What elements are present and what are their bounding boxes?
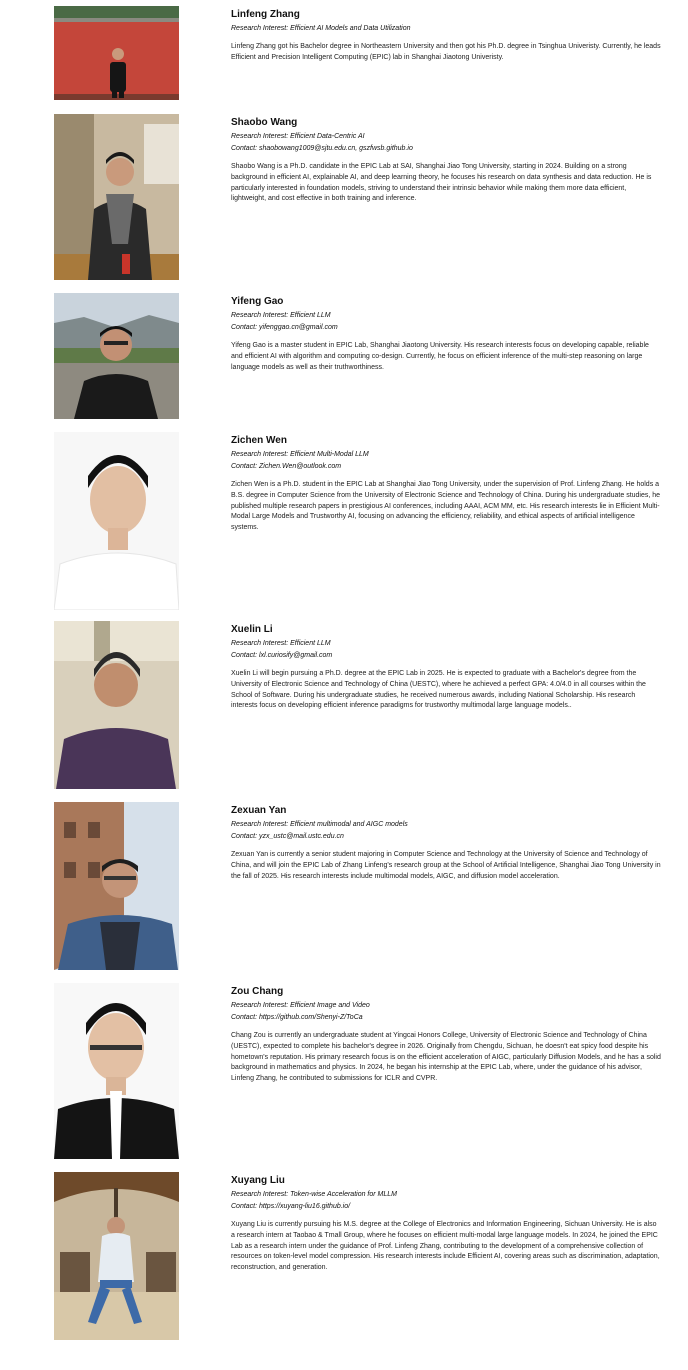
member-contact: Contact: lxl.curiosify@gmail.com <box>231 652 333 659</box>
member-bio: Xuyang Liu is currently pursuing his M.S. degree at the College of Electronics and Information Engineering, Sichuan University. He is also a research intern at Taobao & Tmall Group, where he focuses on efficient multi-modal large language models. In 2024, he joined the EPIC Lab as a research intern under the guidance of Prof. Linfeng Zhang, contributing to the development of a comprehensive collection of resources on token-level model compression. His research interests include Efficient AI, covering areas such as discrimination, adaptation, reconstruction, and generation. <box>231 1221 660 1272</box>
member-info <box>231 1174 661 1274</box>
member-name: Shaobo Wang <box>231 117 298 128</box>
member-bio: Linfeng Zhang got his Bachelor degree in Northeastern University and then got his Ph.D. degree in Tsinghua Univeristy. Currently, he leads Efficient and Precision Intelligent Computing (EPIC) lab in Shanghai Jiaotong Univeristy. <box>231 43 661 61</box>
member-photo <box>54 293 179 419</box>
member-bio: Zichen Wen is a Ph.D. student in the EPIC Lab at Shanghai Jiao Tong University, under the supervision of Prof. Linfeng Zhang. He holds a B.S. degree in Computer Science from the University of Electronic Science and Technology of China. During his undergraduate studies, he published multiple research papers in prestigious AI conferences, including AAAI, ACM MM, etc. His research interests lie in Efficient Multi-Modal Large Models and Trustworthy AI, focusing on advancing the efficiency, reliability, and ethical aspects of artificial intelligence systems. <box>231 481 661 532</box>
member-photo <box>54 432 179 610</box>
member-contact: Contact: yzx_ustc@mail.ustc.edu.cn <box>231 833 344 840</box>
member-card <box>0 293 688 419</box>
member-photo <box>54 983 179 1159</box>
member-name: Xuyang Liu <box>231 1175 285 1186</box>
member-name: Zichen Wen <box>231 435 287 446</box>
member-photo <box>54 802 179 970</box>
member-contact: Contact: shaobowang1009@sjtu.edu.cn, gszfwsb.github.io <box>231 145 413 152</box>
member-photo <box>54 114 179 280</box>
member-info <box>231 116 661 205</box>
member-photo <box>54 621 179 789</box>
member-photo <box>54 1172 179 1340</box>
member-contact: Contact: yifenggao.cn@gmail.com <box>231 324 338 331</box>
member-card <box>0 1172 688 1340</box>
member-name: Zexuan Yan <box>231 805 287 816</box>
member-card <box>0 802 688 970</box>
member-name: Yifeng Gao <box>231 296 284 307</box>
member-info <box>231 804 661 882</box>
member-interest: Research Interest: Token-wise Acceleration for MLLM <box>231 1191 397 1198</box>
member-card <box>0 621 688 789</box>
member-interest: Research Interest: Efficient LLM <box>231 640 331 647</box>
member-interest: Research Interest: Efficient Image and Video <box>231 1002 370 1009</box>
member-card <box>0 6 688 102</box>
member-interest: Research Interest: Efficient LLM <box>231 312 331 319</box>
member-interest: Research Interest: Efficient Data-Centric AI <box>231 133 365 140</box>
member-info <box>231 985 661 1085</box>
member-interest: Research Interest: Efficient Multi-Modal LLM <box>231 451 369 458</box>
member-info <box>231 8 661 64</box>
member-photo <box>54 6 179 100</box>
member-bio: Yifeng Gao is a master student in EPIC Lab, Shanghai Jiaotong University. His research interests focus on developing capable, reliable and efficient AI with algorithm and computing co-design. Currently, he focus on efficient inference of the multi-step reasoning on large language models as well as their truthworthiness. <box>231 342 649 371</box>
member-card <box>0 983 688 1159</box>
member-interest: Research Interest: Efficient multimodal and AIGC models <box>231 821 408 828</box>
member-bio: Zexuan Yan is currently a senior student majoring in Computer Science and Technology at the University of Science and Technology of China, and will join the EPIC Lab of Zhang Linfeng's research group at the School of Artificial Intelligence, Shanghai Jiao Tong University in the fall of 2025. His research interests include multimodal models, AIGC, and diffusion model acceleration. <box>231 851 661 880</box>
member-contact: Contact: Zichen.Wen@outlook.com <box>231 463 342 470</box>
member-contact: Contact: https://xuyang-liu16.github.io/ <box>231 1203 351 1210</box>
member-bio: Xuelin Li will begin pursuing a Ph.D. degree at the EPIC Lab in 2025. He is expected to graduate with a Bachelor's degree from the University of Electronic Science and Technology of China (UESTC), where he achieved a perfect GPA: 4.0/4.0 in all courses within the School of Software. During his undergraduate studies, he received numerous awards, including National Scholarship. His research interests focus on developing efficient inference paradigms for trustworthy multimodal large language models.. <box>231 670 646 710</box>
member-card <box>0 114 688 280</box>
member-info <box>231 295 661 373</box>
member-interest: Research Interest: Efficient AI Models and Data Utilization <box>231 25 411 32</box>
member-info <box>231 623 661 712</box>
member-bio: Chang Zou is currently an undergraduate student at Yingcai Honors College, University of Electronic Science and Technology of China (UESTC), expected to complete his bachelor's degree in 2026. Originally from Chengdu, Sichuan, he doesn't eat spicy food despite his hometown's reputation. His primary research focus is on the efficient acceleration of AIGC, particularly Diffusion Models, and he has a solid background in mathematics and physics. In 2024, he began his internship at the EPIC Lab, where, under the guidance of his advisor, Linfeng Zhang, he contributed to submissions for ICLR and CVPR. <box>231 1032 661 1083</box>
member-name: Zou Chang <box>231 986 284 997</box>
member-name: Xuelin Li <box>231 624 273 635</box>
member-contact: Contact: https://github.com/Shenyi-Z/ToCa <box>231 1014 363 1021</box>
member-name: Linfeng Zhang <box>231 9 300 20</box>
member-card <box>0 432 688 610</box>
member-bio: Shaobo Wang is a Ph.D. candidate in the EPIC Lab at SAI, Shanghai Jiao Tong University, starting in 2024. Building on a strong background in efficient AI, explainable AI, and deep learning theory, he focuses his research on data synthesis and data reduction. He is particularly interested in foundation models, striving to understand their intrinsic behavior while making them more data efficient, lightweight, and cost effective in both training and inference. <box>231 163 652 203</box>
member-info <box>231 434 661 534</box>
